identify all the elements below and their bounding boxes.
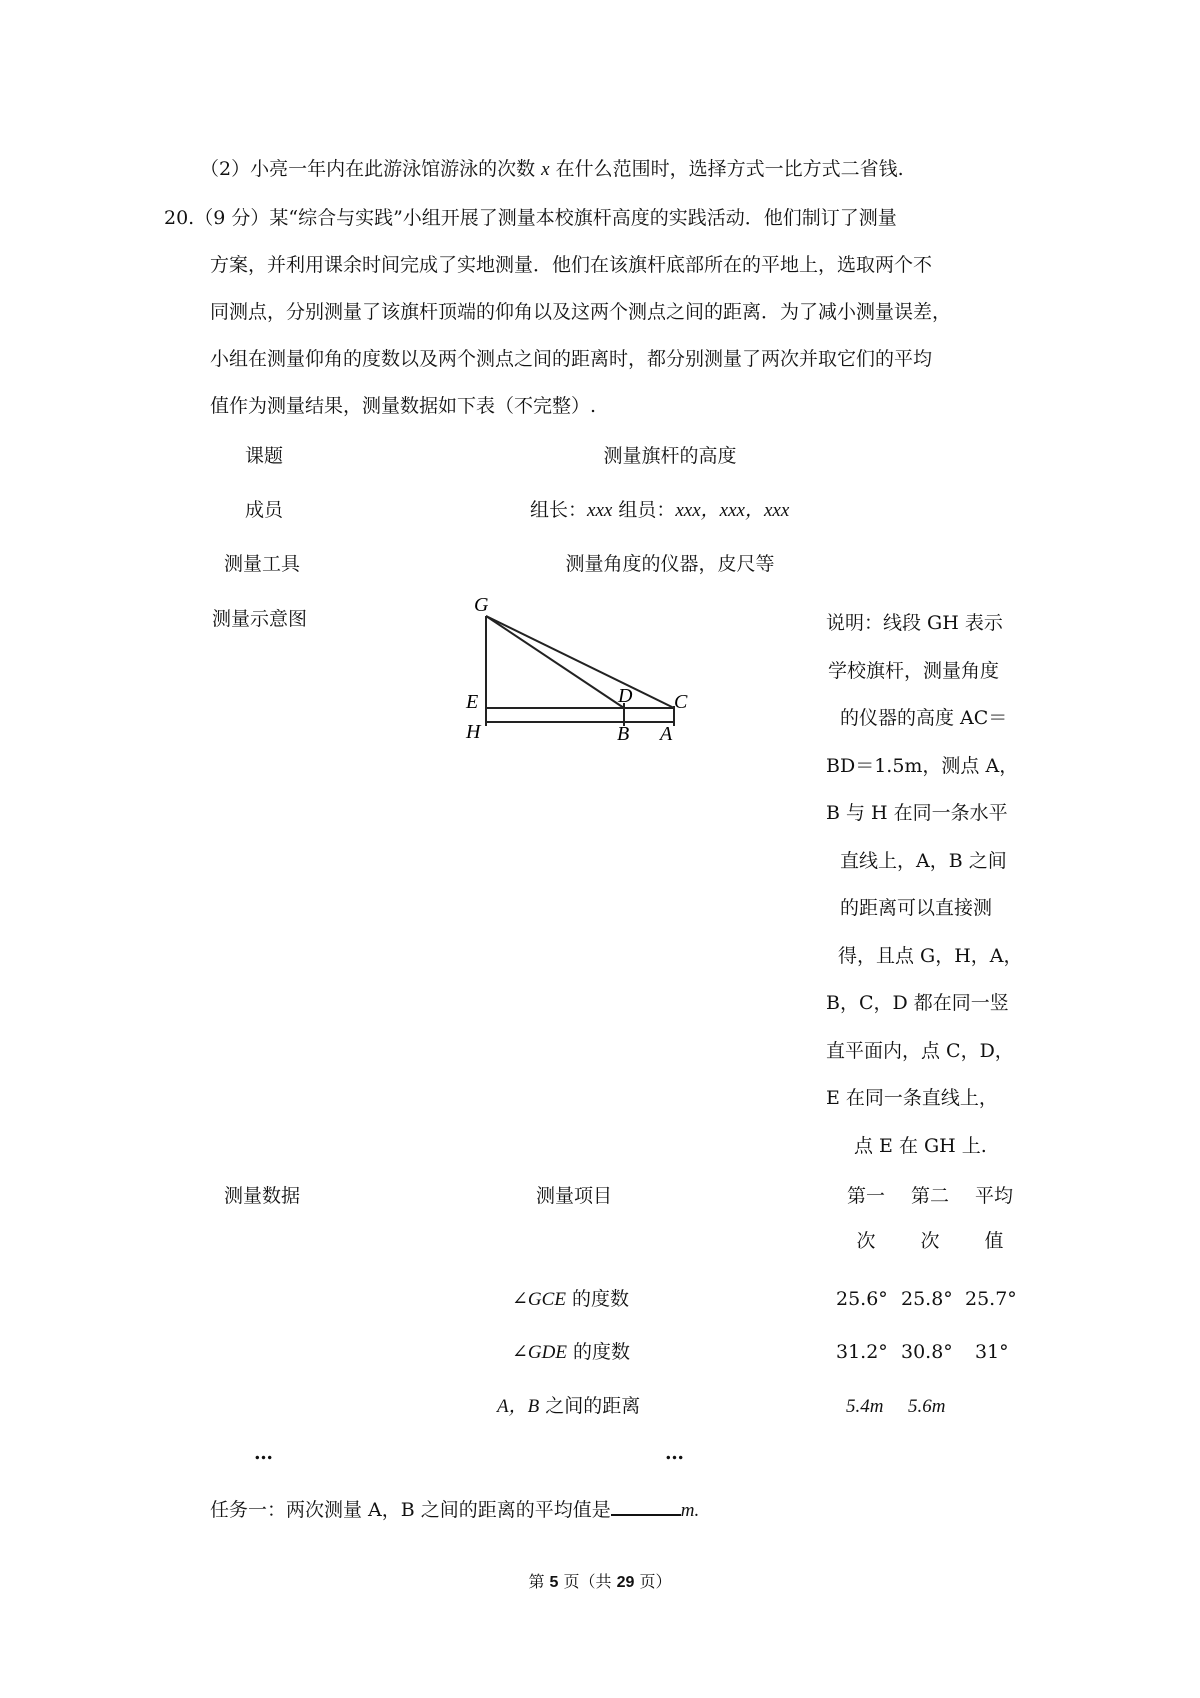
leader-prefix: 组长：	[530, 499, 588, 521]
measure-item-gce-suffix: 的度数	[565, 1288, 629, 1310]
ellipsis-left: …	[254, 1442, 273, 1464]
footer-page-number: 5	[549, 1574, 559, 1591]
q20-number: 20.	[164, 207, 195, 229]
col-header-first-l2: 次	[856, 1230, 876, 1252]
note-line: 的距离可以直接测	[840, 897, 993, 919]
task1-prefix: 任务一：两次测量 A，B 之间的距离的平均值是	[210, 1499, 611, 1521]
label-A: A	[660, 723, 673, 745]
part2-text-a: （2）小亮一年内在此游泳馆游泳的次数	[200, 158, 542, 180]
part2-var: x	[541, 159, 550, 180]
note-line: 得，且点 G，H，A，	[838, 944, 1023, 967]
label-G: G	[474, 594, 489, 616]
q20-first-line	[164, 209, 897, 228]
measure-item-gde-suffix: 的度数	[566, 1341, 631, 1363]
measure-item-ab-var: A，B	[497, 1396, 540, 1417]
note-line: B 与 H 在同一条水平	[826, 802, 1008, 824]
ellipsis-mid: …	[665, 1442, 684, 1464]
measure-item-gde-var: ∠GDE	[512, 1342, 567, 1363]
part2-text-b: 在什么范围时，选择方式一比方式二省钱.	[549, 158, 904, 180]
measure-item-gce	[512, 1290, 629, 1309]
note-line: E 在同一条直线上，	[826, 1087, 998, 1109]
col-header-avg	[968, 1187, 1020, 1251]
q20-line-5: 值作为测量结果，测量数据如下表（不完整）.	[210, 395, 597, 417]
measure-item-ab	[497, 1397, 640, 1416]
note-line: 直平面内，点 C，D，	[826, 1039, 1014, 1062]
measurement-diagram	[460, 590, 700, 750]
measure-gde-second: 30.8°	[901, 1341, 953, 1363]
col-header-avg-l2: 值	[984, 1230, 1004, 1252]
q20-line-3: 同测点，分别测量了该旗杆顶端的仰角以及这两个测点之间的距离．为了减小测量误差，	[210, 301, 952, 323]
row-label-diagram: 测量示意图	[212, 608, 308, 630]
measure-item-gce-var: ∠GCE	[512, 1289, 566, 1310]
task1-suffix: m.	[680, 1500, 700, 1521]
measure-item-ab-suffix: 之间的距离	[539, 1395, 641, 1417]
item-header: 测量项目	[536, 1185, 613, 1207]
row-value-topic: 测量旗杆的高度	[603, 445, 737, 467]
page-footer	[0, 1569, 1200, 1592]
col-header-second-l1: 第二	[910, 1185, 949, 1207]
measure-ab-first: 5.4m	[846, 1396, 884, 1417]
measure-ab-second: 5.6m	[908, 1396, 946, 1417]
task1-line	[210, 1496, 699, 1520]
note-line: B，C，D 都在同一竖	[826, 992, 1009, 1014]
note-line: 直线上，A，B 之间	[840, 849, 1007, 872]
measure-gde-avg: 31°	[975, 1341, 1009, 1363]
label-D: D	[618, 685, 633, 707]
note-line: 的仪器的高度 AC＝	[840, 707, 1008, 729]
col-header-second	[904, 1187, 956, 1251]
note-line: 说明：线段 GH 表示	[826, 612, 1003, 634]
answer-blank[interactable]	[611, 1496, 681, 1516]
q20-line-2: 方案，并利用课余时间完成了实地测量．他们在该旗杆底部所在的平地上，选取两个不	[210, 254, 933, 276]
footer-total-pages: 29	[616, 1574, 635, 1591]
footer-p2: 页（共	[558, 1572, 617, 1591]
note-line: 点 E 在 GH 上.	[854, 1134, 987, 1157]
measure-gce-second: 25.8°	[901, 1288, 953, 1310]
q20-score: （9 分）	[194, 207, 270, 229]
diagram-note	[826, 600, 1040, 1170]
col-header-first	[840, 1187, 892, 1251]
row-label-members: 成员	[245, 499, 284, 521]
row-label-topic: 课题	[245, 445, 284, 467]
col-header-avg-l1: 平均	[974, 1185, 1013, 1207]
measure-gde-first: 31.2°	[836, 1341, 888, 1363]
col-header-first-l1: 第一	[846, 1185, 885, 1207]
note-line: 学校旗杆，测量角度	[828, 659, 1000, 682]
members-names: xxx，xxx，xxx	[675, 500, 790, 521]
label-E: E	[466, 691, 479, 713]
row-value-tools: 测量角度的仪器，皮尺等	[565, 553, 775, 575]
measure-gce-first: 25.6°	[836, 1288, 888, 1310]
footer-p1: 第	[528, 1572, 550, 1591]
q20-line1: 某“综合与实践”小组开展了测量本校旗杆高度的实践活动．他们制订了测量	[269, 207, 897, 229]
members-prefix: 组员：	[612, 499, 676, 521]
leader-name: xxx	[587, 500, 613, 521]
measure-gce-avg: 25.7°	[965, 1288, 1017, 1310]
footer-p3: 页）	[634, 1572, 672, 1591]
part2-line	[200, 160, 904, 179]
row-label-tools: 测量工具	[224, 553, 301, 575]
q20-line-4: 小组在测量仰角的度数以及两个测点之间的距离时，都分别测量了两次并取它们的平均	[210, 348, 933, 370]
row-label-data: 测量数据	[224, 1185, 301, 1207]
note-line: BD＝1.5m，测点 A，	[826, 754, 1019, 777]
label-B: B	[617, 723, 630, 745]
row-value-members	[530, 501, 789, 520]
measure-item-gde	[512, 1343, 630, 1362]
label-C: C	[674, 691, 688, 713]
label-H: H	[466, 721, 481, 743]
col-header-second-l2: 次	[920, 1230, 940, 1252]
